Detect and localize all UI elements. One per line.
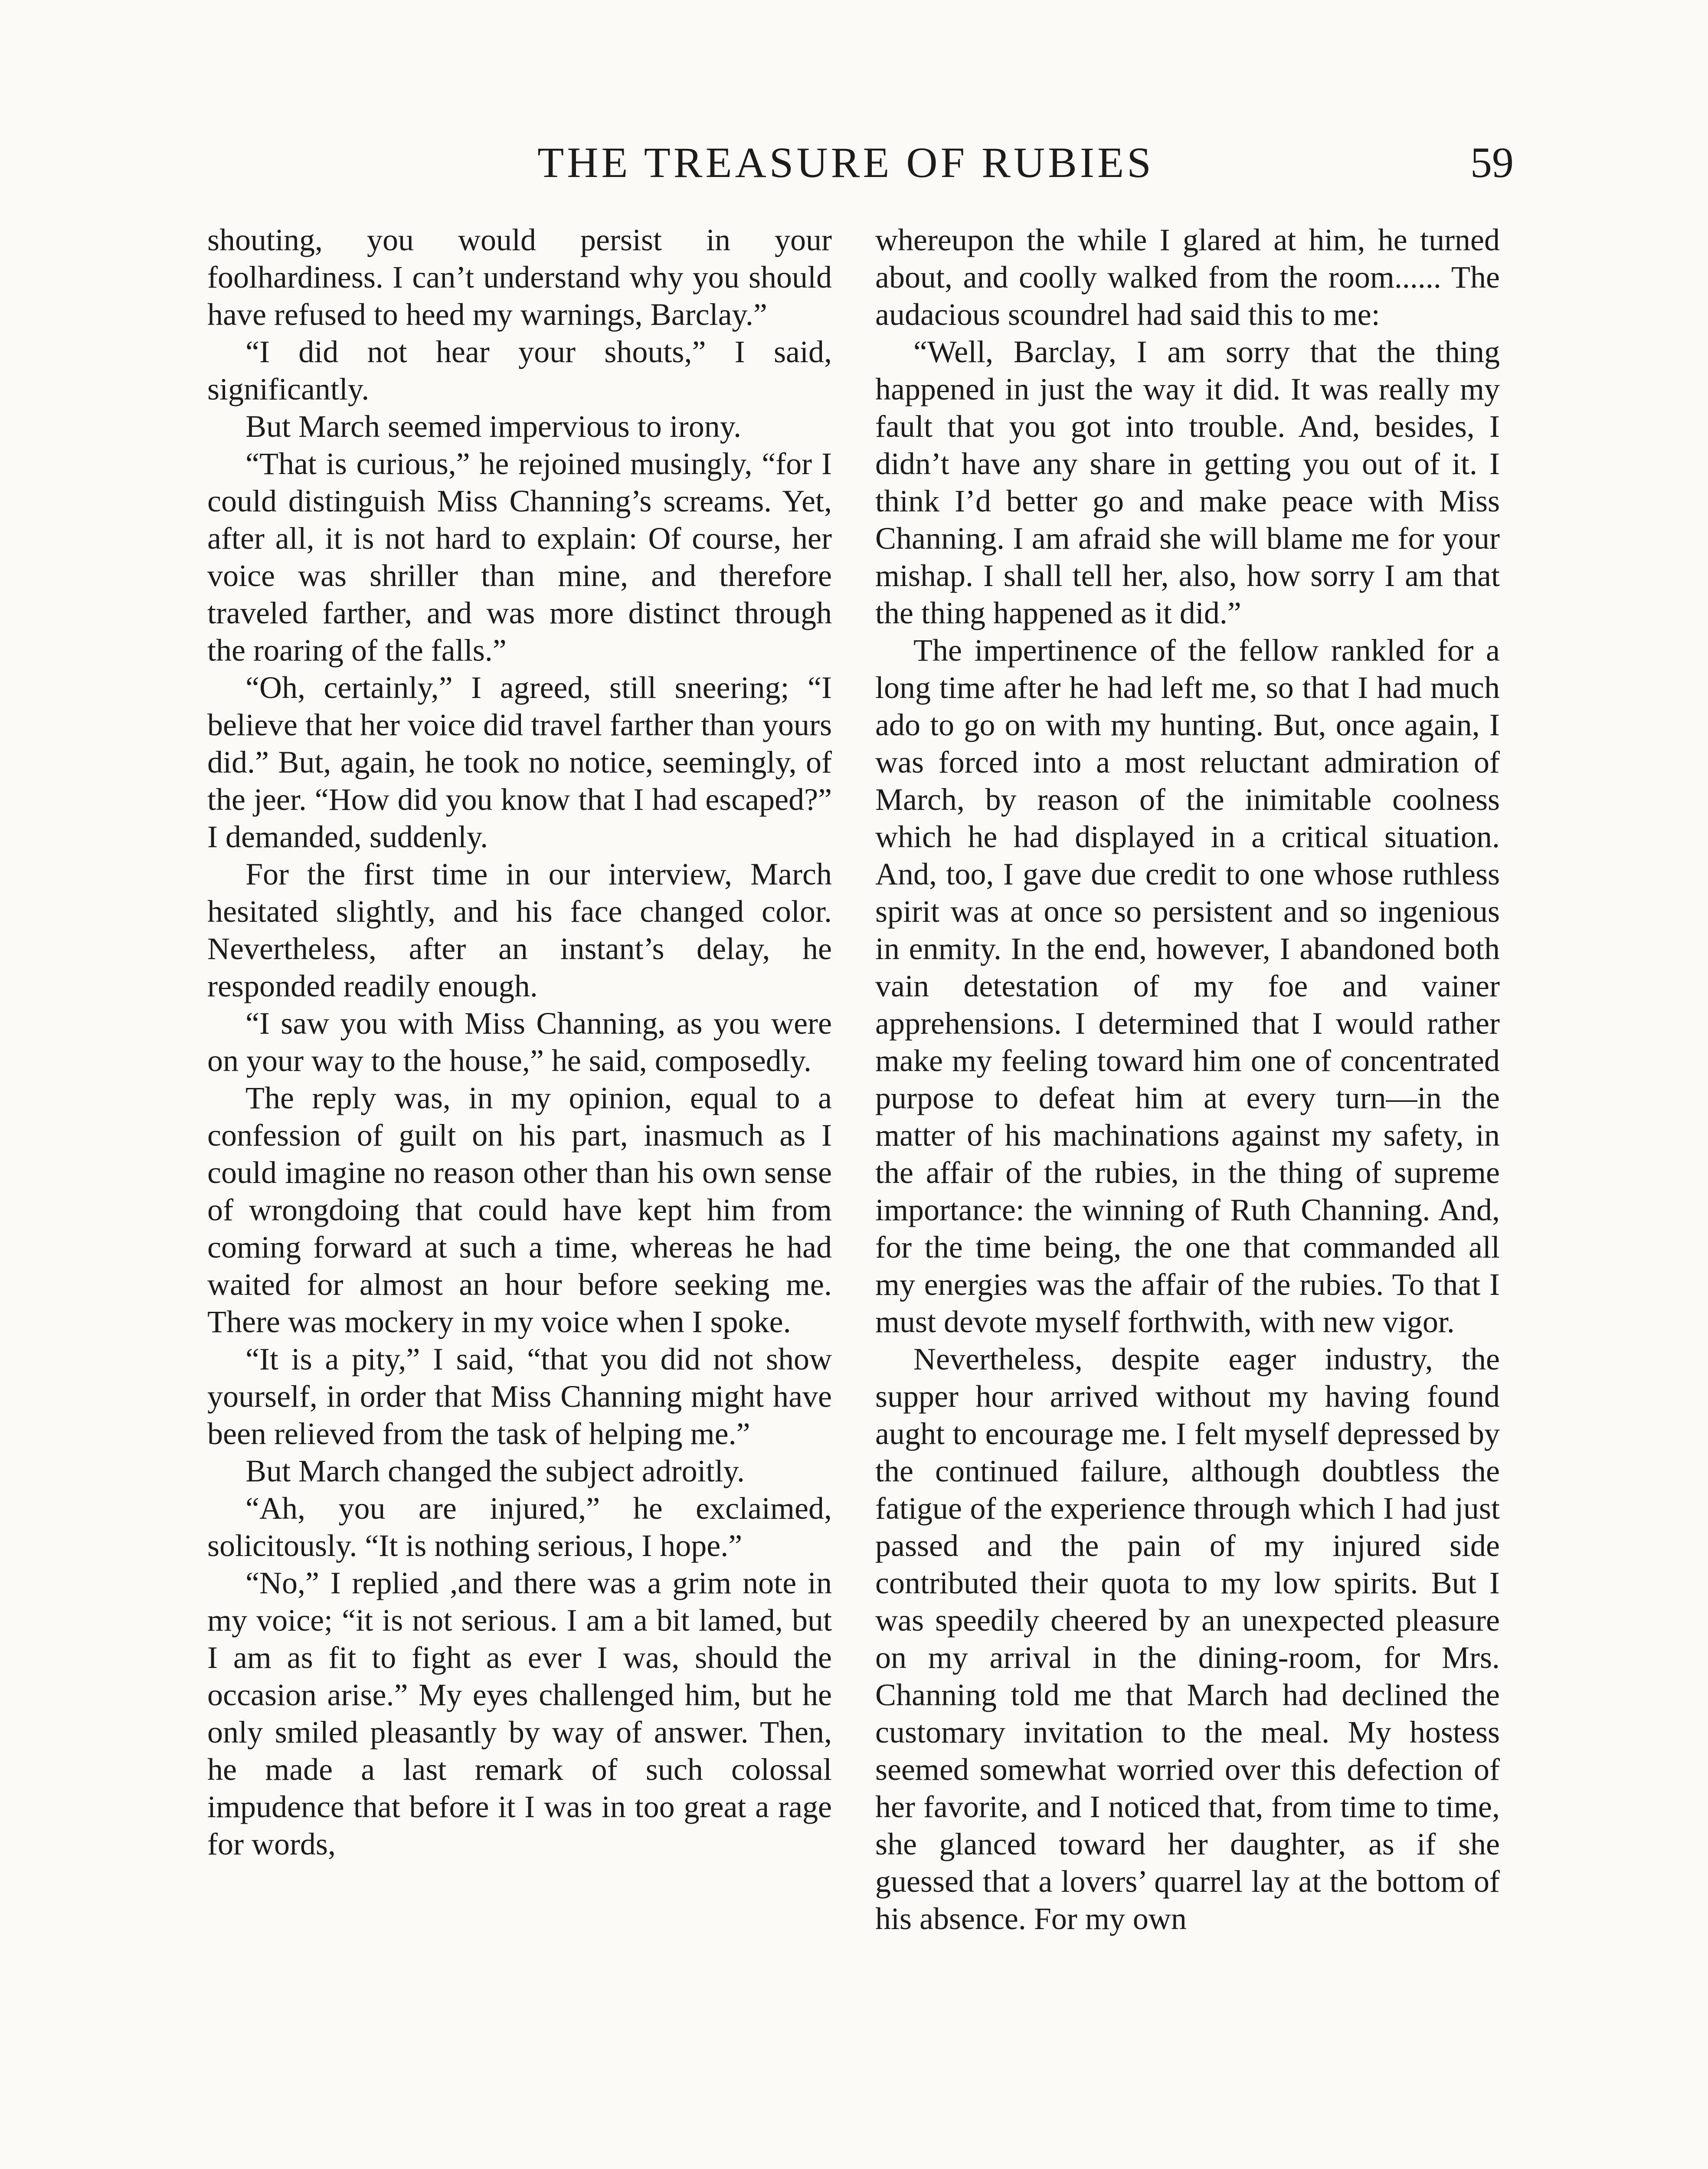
page-number: 59 xyxy=(1470,138,1514,187)
paragraph: But March seemed impervious to irony. xyxy=(245,409,742,444)
paragraph: shouting, you would persist in your foolhardiness. I can’t understand why you should have refused to heed my warnings, Barclay.” xyxy=(207,223,832,332)
left-column xyxy=(207,221,832,2169)
paragraph: “I did not hear your shouts,” I said, significantly. xyxy=(207,334,832,406)
paragraph: “Ah, you are injured,” he exclaimed, solicitously. “It is nothing serious, I hope.” xyxy=(207,1491,832,1563)
paragraph: “That is curious,” he rejoined musingly, “for I could distinguish Miss Channing’s screams. Yet, after all, it is not hard to explain: Of course, her voice was shriller than mine, and therefore traveled farther, and was more distinct through the roaring of the falls.” xyxy=(207,446,832,668)
running-title: THE TREASURE OF RUBIES xyxy=(537,138,1154,187)
paragraph: “No,” I replied ,and there was a grim note in my voice; “it is not serious. I am a bit lamed, but I am as fit to fight as ever I was, should the occasion arise.” My eyes challenged him, but he only smiled pleasantly by way of answer. Then, he made a last remark of such colossal impudence that before it I was in too great a rage for words, xyxy=(207,1566,832,1861)
paragraph: But March changed the subject adroitly. xyxy=(245,1454,745,1488)
right-column xyxy=(875,221,1500,2169)
paragraph: Nevertheless, despite eager industry, the supper hour arrived without my having found aught to encourage me. I felt myself depressed by the continued failure, although doubtless the fatigue of the experience through which I had just passed and the pain of my injured side contributed their quota to my low spirits. But I was speedily cheered by an unexpected pleasure on my arrival in the dining-room, for Mrs. Channing told me that March had declined the customary invitation to the meal. My hostess seemed somewhat worried over this defection of her favorite, and I noticed that, from time to time, she glanced toward her daughter, as if she guessed that a lovers’ quarrel lay at the bottom of his absence. For my own xyxy=(875,1342,1500,1936)
paragraph: “Oh, certainly,” I agreed, still sneering; “I believe that her voice did travel farther than yours did.” But, again, he took no notice, seemingly, of the jeer. “How did you know that I had escaped?” I demanded, suddenly. xyxy=(207,670,832,854)
paragraph: “I saw you with Miss Channing, as you were on your way to the house,” he said, composedly. xyxy=(207,1006,832,1078)
paragraph: The reply was, in my opinion, equal to a confession of guilt on his part, inasmuch as I could imagine no reason other than his own sense of wrongdoing that could have kept him from coming forward at such a time, whereas he had waited for almost an hour before seeking me. There was mockery in my voice when I spoke. xyxy=(207,1081,832,1339)
paragraph: whereupon the while I glared at him, he turned about, and coolly walked from the room...... The audacious scoundrel had said this to me: xyxy=(875,223,1500,332)
paragraph: “Well, Barclay, I am sorry that the thing happened in just the way it did. It was really my fault that you got into trouble. And, besides, I didn’t have any share in getting you out of it. I think I’d better go and make peace with Miss Channing. I am afraid she will blame me for your mishap. I shall tell her, also, how sorry I am that the thing happened as it did.” xyxy=(875,334,1500,630)
paragraph: “It is a pity,” I said, “that you did not show yourself, in order that Miss Channing might have been relieved from the task of helping me.” xyxy=(207,1342,832,1451)
running-head xyxy=(204,130,1514,195)
paragraph: The impertinence of the fellow rankled for a long time after he had left me, so that I had much ado to go on with my hunting. But, once again, I was forced into a most reluctant admiration of March, by reason of the inimitable coolness which he had displayed in a critical situation. And, too, I gave due credit to one whose ruthless spirit was at once so persistent and so ingenious in enmity. In the end, however, I abandoned both vain detestation of my foe and vainer apprehensions. I determined that I would rather make my feeling toward him one of concentrated purpose to defeat him at every turn—in the matter of his machinations against my safety, in the affair of the rubies, in the thing of supreme importance: the winning of Ruth Channing. And, for the time being, the one that commanded all my energies was the affair of the rubies. To that I must devote myself forthwith, with new vigor. xyxy=(875,633,1500,1339)
paragraph: For the first time in our interview, March hesitated slightly, and his face changed color. Nevertheless, after an instant’s delay, he responded readily enough. xyxy=(207,857,832,1003)
